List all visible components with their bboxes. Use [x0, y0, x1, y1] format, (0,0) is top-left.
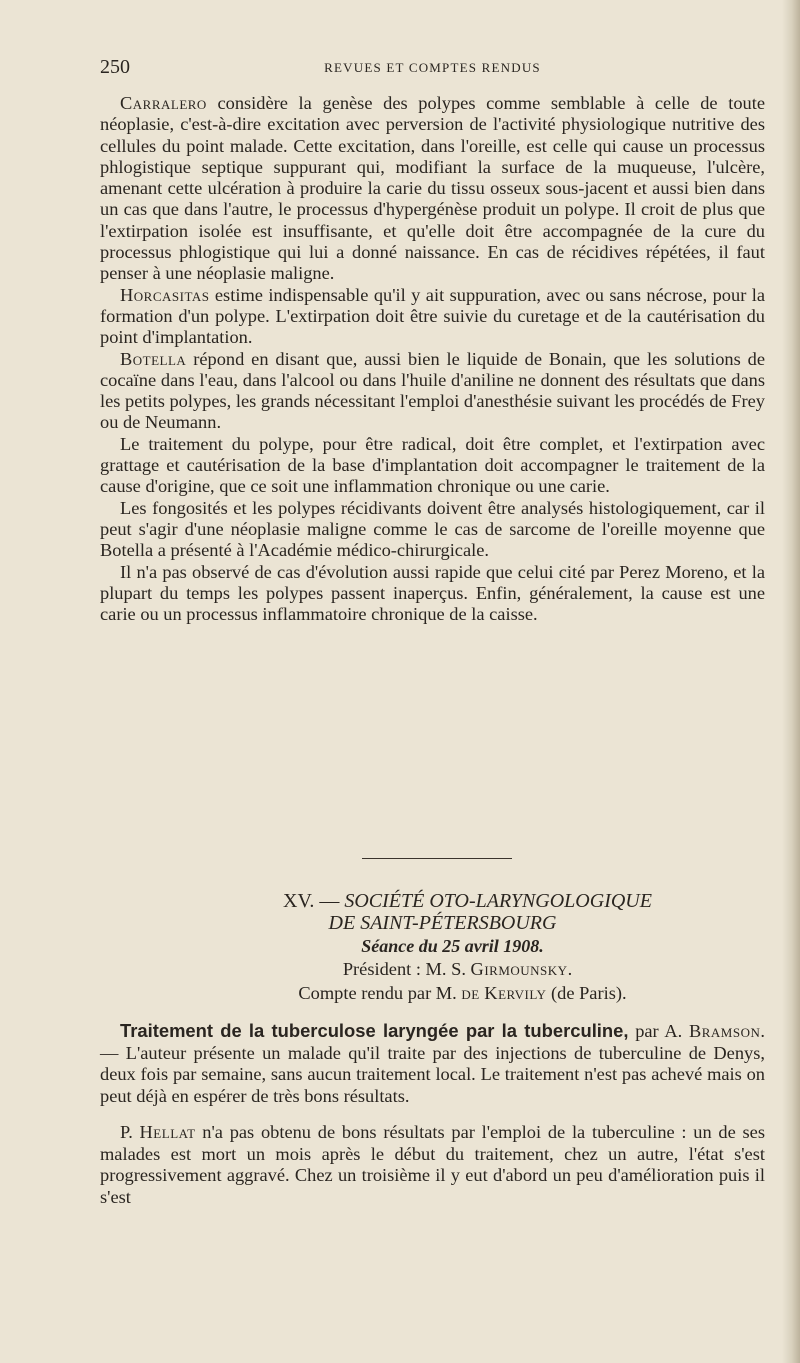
page-number: 250 — [100, 56, 130, 78]
section-number: XV. — — [283, 890, 340, 912]
paragraph-observation: Il n'a pas observé de cas d'évolution aussi rapide que celui cité par Perez Moreno, et la plupart du temps les polypes passent inaperçus. Enfin, généralement, la cause est une carie ou un processus inflammatoire chronique de la caisse. — [100, 561, 765, 625]
article-list — [100, 1020, 765, 1208]
paragraph-horcasitas: Horcasitas estime indispensable qu'il y ait suppuration, avec ou sans nécrose, pour la formation d'un polype. L'extirpation doit être suivie du curetage et de la cautérisation du point d'implantation. — [100, 284, 765, 348]
society-name: SOCIÉTÉ OTO-LARYNGOLOGIQUE — [344, 890, 652, 912]
article-bramson: Traitement de la tuberculose laryngée par la tuberculine, par A. Bramson. — L'auteur présente un malade qu'il traite par des injections de tuberculine de Denys, deux fois par semaine, sans aucun traitement local. Le traitement n'est pas achevé mais on peut déjà en espérer de très bons résultats. — [100, 1020, 765, 1106]
session-date: Séance du 25 avril 1908. — [361, 936, 544, 956]
speaker-name: Carralero — [120, 93, 207, 113]
reporter-name: Kervily — [484, 983, 547, 1003]
report-credit: Compte rendu par M. de Kervily (de Paris). — [298, 983, 627, 1003]
president-line: Président : M. S. Girmounsky. — [342, 959, 573, 979]
speaker-name: Botella — [120, 348, 187, 369]
page-edge-shadow — [782, 0, 800, 1363]
president-name: Girmounsky — [470, 959, 568, 979]
paragraph-fongosites: Les fongosités et les polypes récidivants doivent être analysés histologiquement, car il peut s'agir d'une néoplasie maligne comme le cas de sarcome de l'oreille moyenne que Botella a présenté à l'Académie médico-chirurgicale. — [100, 497, 765, 561]
article-hellat: P. Hellat n'a pas obtenu de bons résultats par l'emploi de la tuberculine : un de ses malades est mort un mois après le début du traitement, chez un autre, l'état s'est progressivement aggravé. Chez un troisième il y eut d'abord un peu d'amélioration puis il s'est — [100, 1122, 765, 1207]
running-head — [100, 56, 765, 80]
paragraph-treatment: Le traitement du polype, pour être radical, doit être complet, et l'extirpation avec grattage et cautérisation de la base d'implantation doit accompagner le traitement de la cause d'origine, que ce soit une inflammation chronique ou une carie. — [100, 433, 765, 497]
paragraph-carralero: Carralero considère la genèse des polypes comme semblable à celle de toute néoplasie, c'est-à-dire excitation avec perversion de l'activité physiologique nutritive des cellules du point malade. Cette excitation, dans l'oreille, est celle qui cause un processus phlogistique septique suppurant qui, modifiant la surface de la muqueuse, l'ulcère, amenant cette ulcération à produire la carie du tissu osseux sous-jacent et aussi bien dans un cas que dans l'autre, le processus d'hypergénèse produit un polype. Il croit de plus que l'extirpation isolée est insuffisante, et qu'elle doit être accompagnée de la cure du processus phlogistique qui lui a donné naissance. En cas de récidives répétées, il faut penser à une néoplasie maligne. — [100, 93, 765, 284]
author-name: Hellat — [139, 1122, 196, 1142]
report-body — [100, 93, 765, 625]
author-name: Bramson — [688, 1021, 761, 1041]
section-title-line1 — [170, 890, 765, 912]
section-divider — [362, 858, 512, 859]
article-title: Traitement de la tuberculose laryngée par la tuberculine, — [120, 1020, 629, 1041]
section-title-line2: DE SAINT-PÉTERSBOURG — [328, 912, 557, 934]
speaker-name: Horcasitas — [120, 284, 210, 305]
paragraph-botella: Botella répond en disant que, aussi bien le liquide de Bonain, que les solutions de cocaïne dans l'eau, dans l'alcool ou dans l'huile d'aniline ne donnent des résultats que dans les petits polypes, les grands nécessitant l'emploi d'anesthésie suivant les procédés de Frey ou de Neumann. — [100, 348, 765, 433]
section-header — [100, 890, 765, 1005]
running-title: REVUES ET COMPTES RENDUS — [324, 60, 541, 75]
